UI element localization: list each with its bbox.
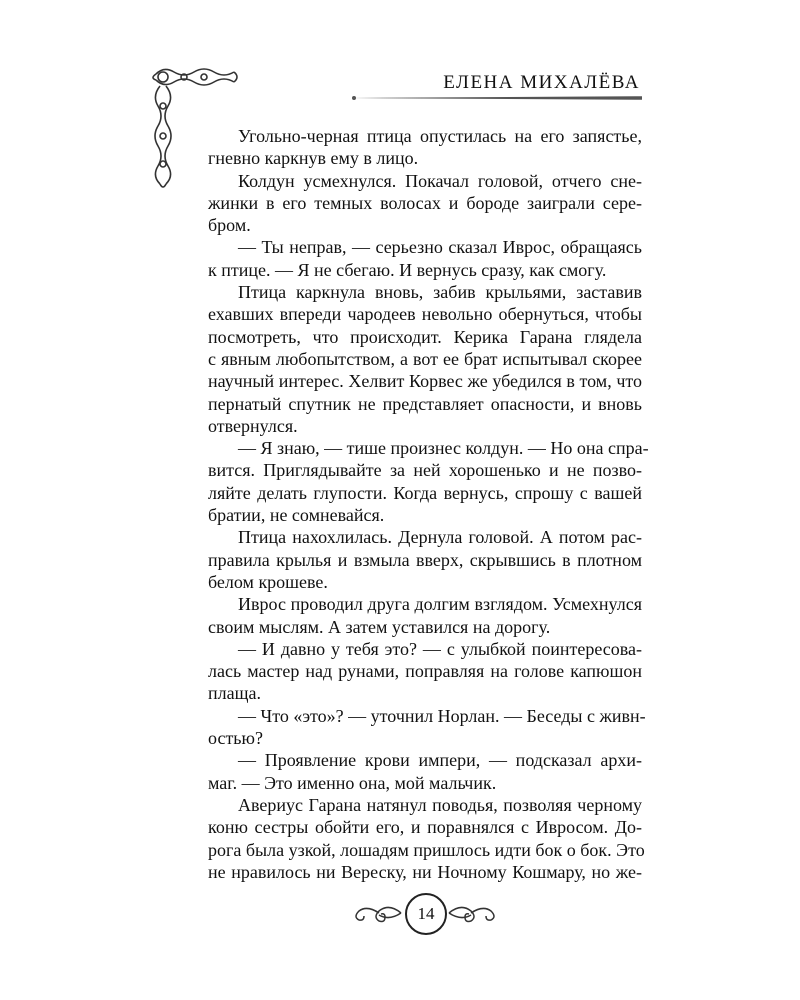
swirl-flourish-icon: [447, 901, 499, 925]
text-line: — Что «это»? — уточнил Норлан. — Беседы с живн-: [238, 705, 646, 726]
text-line: посмотреть, что происходит. Керика Гарана глядела: [208, 326, 642, 347]
text-line: гневно каркнув ему в лицо.: [208, 148, 419, 169]
text-line: отвернулся.: [208, 415, 298, 436]
text-line: своим мыслям. А затем уставился на дорогу.: [208, 616, 551, 637]
text-line: лась мастер над рунами, поправляя на голове капюшон: [208, 661, 642, 682]
tapered-line-icon: [350, 92, 642, 104]
body-text: [208, 125, 649, 883]
text-line: с явным любопытством, а вот ее брат испытывал скорее: [208, 348, 642, 369]
text-line: коню сестры обойти его, и поравнялся с Ивросом. До-: [208, 817, 642, 838]
text-line: правила крылья и взмыла вверх, скрывшись в плотном: [208, 549, 642, 570]
text-line: — И давно у тебя это? — с улыбкой поинтересова-: [238, 638, 642, 659]
text-line: белом крошеве.: [208, 571, 328, 592]
page-footer: [355, 893, 495, 937]
swirl-flourish-icon: [351, 901, 403, 925]
text-line: бром.: [208, 215, 251, 236]
text-line: братии, не сомневайся.: [208, 505, 385, 526]
running-header-author: ЕЛЕНА МИХАЛЁВА: [443, 72, 640, 93]
text-line: рога была узкой, лошадям пришлось идти бок о бок. Это: [208, 839, 645, 860]
text-line: ехавших впереди чародеев невольно обернуться, чтобы: [208, 304, 642, 325]
text-line: вится. Приглядывайте за ней хорошенько и не позво-: [208, 460, 642, 481]
text-line: научный интерес. Хелвит Корвес же убедился в том, что: [208, 371, 642, 392]
text-line: Птица нахохлилась. Дернула головой. А потом рас-: [238, 527, 642, 548]
text-line: ляйте делать глупости. Когда вернусь, спрошу с вашей: [208, 482, 642, 503]
text-line: плаща.: [208, 683, 261, 704]
text-line: — Ты неправ, — серьезно сказал Иврос, обращаясь: [238, 237, 642, 258]
text-line: Угольно-черная птица опустилась на его запястье,: [238, 126, 642, 146]
text-line: пернатый спутник не представляет опасности, и вновь: [208, 393, 642, 414]
text-line: маг. — Это именно она, мой мальчик.: [208, 772, 497, 793]
text-line: к птице. — Я не сбегаю. И вернусь сразу, как смогу.: [208, 259, 607, 280]
text-line: не нравилось ни Вереску, ни Ночному Кошмару, но же-: [208, 861, 642, 882]
page-number: 14: [405, 893, 447, 935]
text-line: жинки в его темных волосах и бороде заиграли сере-: [208, 192, 642, 213]
text-line: Иврос проводил друга долгим взглядом. Усмехнулся: [238, 594, 642, 615]
text-line: — Я знаю, — тише произнес колдун. — Но она спра-: [238, 438, 649, 459]
text-line: Птица каркнула вновь, забив крыльями, заставив: [238, 282, 642, 303]
text-line: — Проявление крови импери, — подсказал архи-: [238, 750, 642, 771]
text-line: Колдун усмехнулся. Покачал головой, отчего сне-: [238, 170, 642, 191]
text-line: Авериус Гарана натянул поводья, позволяя черному: [238, 794, 642, 815]
text-line: остью?: [208, 728, 263, 749]
